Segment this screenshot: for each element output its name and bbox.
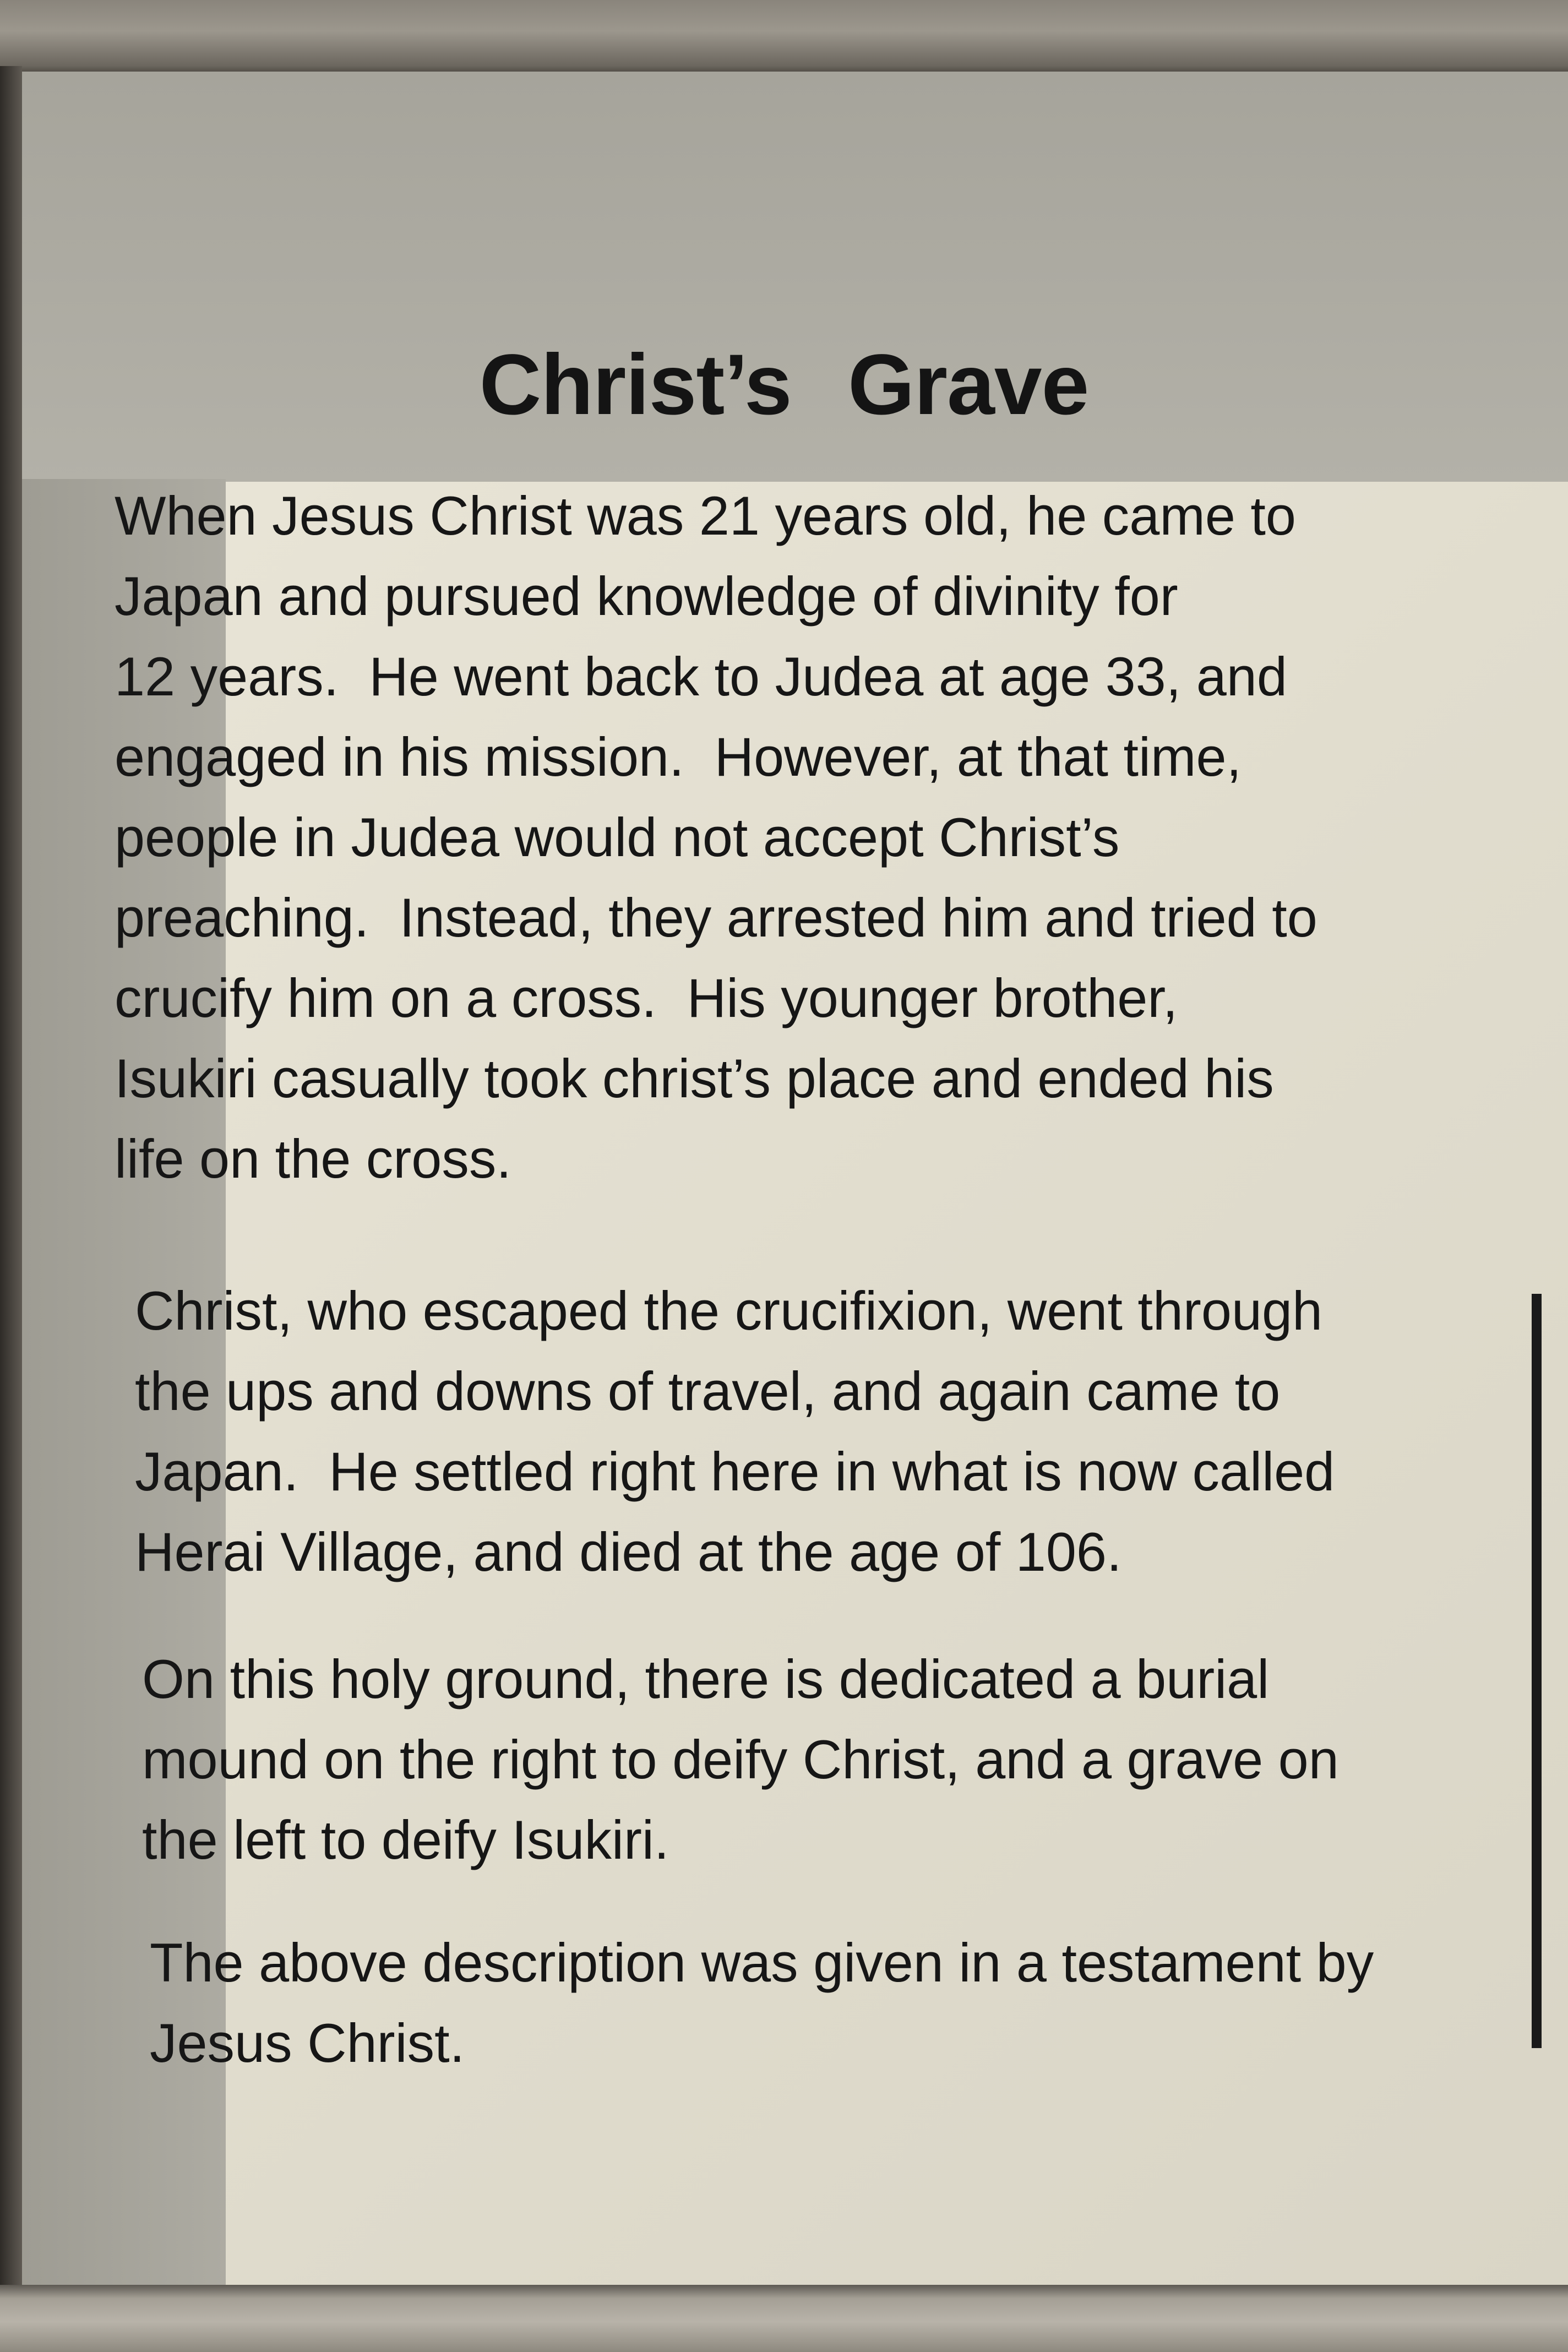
paragraph-1: When Jesus Christ was 21 years old, he came to Japan and pursued knowledge of divinity for 12 years. He went back to Judea at age 33, and engaged in his mission. However, at that time, people in Judea would not accept Christ’s preaching. Instead, they arrested him and tried to crucify him on a cross. His younger brother, Isukiri casually took christ’s place and ended his life on the cross.	[115, 485, 1317, 1189]
board-edge-line	[1532, 1294, 1542, 2048]
wooden-frame-top	[0, 0, 1568, 77]
paragraph-2: Christ, who escaped the crucifixion, went through the ups and downs of travel, and again came to Japan. He settled right here in what is now called Herai Village, and died at the age of 106.	[135, 1280, 1335, 1582]
paragraph-3: On this holy ground, there is dedicated a burial mound on the right to deify Christ, and a grave on the left to deify Isukiri.	[142, 1648, 1339, 1870]
sign-title: Christ’s Grave	[479, 337, 1089, 433]
paragraph-4: The above description was given in a testament by Jesus Christ.	[150, 1932, 1374, 2073]
wooden-frame-bottom	[0, 2285, 1568, 2352]
